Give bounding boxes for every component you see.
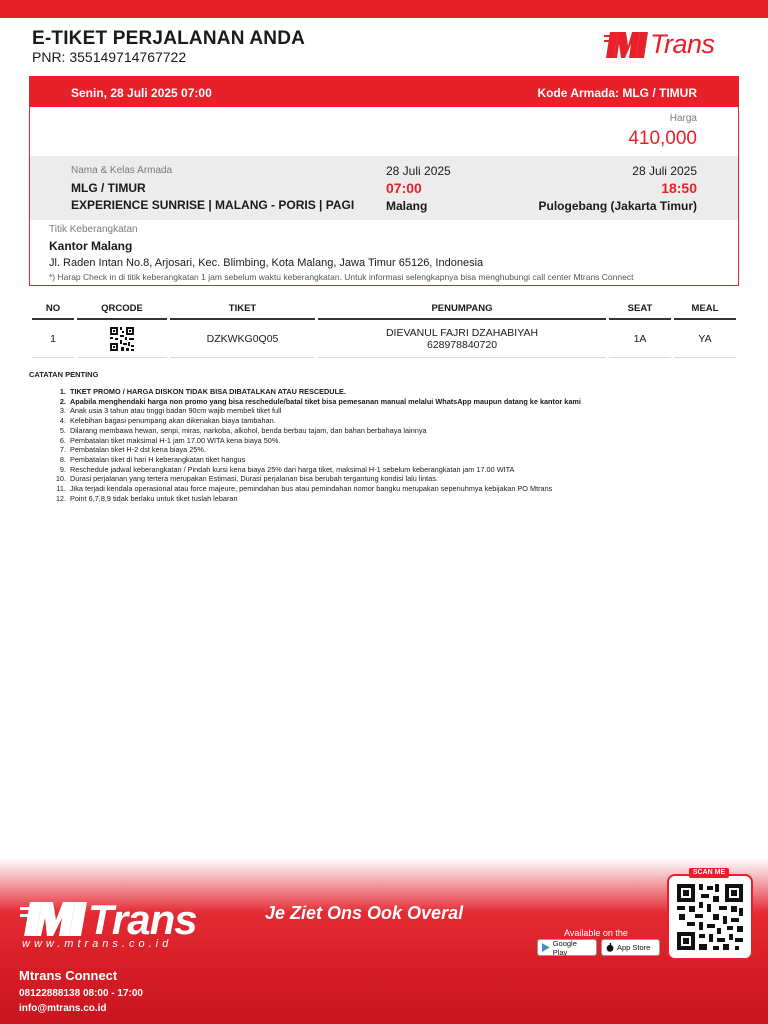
price-value: 410,000 — [628, 128, 697, 149]
column-header-qrcode: QRCODE — [77, 298, 167, 320]
scan-me-badge: SCAN ME — [689, 868, 729, 878]
app-store-badge[interactable] — [601, 939, 660, 956]
app-store-label: App Store — [617, 943, 651, 952]
column-header-seat: SEAT — [609, 298, 671, 320]
service-name: EXPERIENCE SUNRISE | MALANG - PORIS | PAGI — [71, 198, 355, 212]
arrival-time: 18:50 — [661, 180, 697, 196]
note-item: 7. Pembatalan tiket H-2 dst kena biaya 25%. — [68, 445, 708, 455]
logo-wordmark: Trans — [650, 29, 715, 59]
contact-title: Mtrans Connect — [19, 968, 118, 983]
column-header-penumpang: PENUMPANG — [318, 298, 606, 320]
note-item: 5. Dilarang membawa hewan, senpi, miras, narkoba, alkohol, benda berbau tajam, dan bahan berbahaya lainnya — [68, 426, 708, 436]
departure-city: Malang — [386, 199, 428, 213]
google-play-badge[interactable] — [537, 939, 597, 956]
price-label: Harga — [669, 113, 697, 124]
table-header-row — [32, 298, 736, 320]
website-link[interactable]: www.mtrans.co.id — [22, 938, 173, 950]
notes-list — [68, 387, 708, 503]
passenger-phone: 628978840720 — [426, 338, 498, 351]
app-download-qr-code-icon — [675, 882, 745, 952]
row-number: 1 — [32, 320, 74, 358]
ticket-qr-code-icon — [109, 326, 135, 352]
note-item: 6. Pembatalan tiket maksimal H-1 jam 17.00 WITA kena biaya 50%. — [68, 436, 708, 446]
arrival-city: Pulogebang (Jakarta Timur) — [538, 199, 697, 213]
passenger-name: DIEVANUL FAJRI DZAHABIYAH — [385, 326, 539, 339]
ticket-code: DZKWKG0Q05 — [170, 320, 315, 358]
note-item: 3. Anak usia 3 tahun atau tinggi badan 90cm wajib membeli tiket full — [68, 406, 708, 416]
route-code: MLG / TIMUR — [71, 181, 146, 195]
apple-icon — [606, 943, 614, 952]
passenger-cell — [318, 320, 606, 358]
footer-banner — [0, 858, 768, 1024]
departure-point-label: Titik Keberangkatan — [49, 224, 138, 235]
top-accent-bar — [0, 0, 768, 18]
page-title: E-TIKET PERJALANAN ANDA — [32, 28, 306, 49]
note-item: 12. Point 6,7,8,9 tidak berlaku untuk tiket tuslah lebaran — [68, 494, 708, 504]
departure-point-name: Kantor Malang — [49, 239, 133, 253]
departure-time: 07:00 — [386, 180, 422, 196]
passenger-table — [29, 298, 739, 358]
tagline: Je Ziet Ons Ook Overal — [265, 903, 464, 923]
note-item: 8. Pembatalan tiket di hari H keberangkatan tiket hangus — [68, 455, 708, 465]
trip-details — [30, 156, 738, 220]
mtrans-logo — [600, 26, 725, 66]
meal-status: YA — [674, 320, 736, 358]
note-item: 4. Kelebihan bagasi penumpang akan dikenakan biaya tambahan. — [68, 416, 708, 426]
seat-number: 1A — [609, 320, 671, 358]
table-row — [32, 320, 736, 358]
contact-phone: 08122888138 08:00 - 17:00 — [19, 988, 143, 999]
departure-point-address: Jl. Raden Intan No.8, Arjosari, Kec. Blimbing, Kota Malang, Jawa Timur 65126, Indonesia — [49, 257, 484, 269]
departure-date: 28 Juli 2025 — [386, 164, 451, 178]
column-header-no: NO — [32, 298, 74, 320]
mtrans-m-logo-icon — [20, 900, 90, 938]
notes-title: CATATAN PENTING — [29, 370, 99, 379]
note-item: 1. TIKET PROMO / HARGA DISKON TIDAK BISA DIBATALKAN ATAU RESCEDULE. — [68, 387, 708, 397]
app-qr-box — [667, 874, 753, 960]
ticket-qrcode-cell — [77, 320, 167, 358]
google-play-label: Google Play — [552, 938, 577, 957]
available-on-label: Available on the — [564, 928, 628, 938]
note-item: 11. Jika terjadi kendala operasional atau force majeure, pemindahan bus atau pemindahan nomor bangku merupakan sepenuhmya kebijakan PO Mtrans — [68, 484, 708, 494]
ticket-card-header — [30, 77, 738, 107]
note-item: 2. Apabila menghendaki harga non promo yang bisa reschedule/batal tiket bisa pemesanan manual melalui WhatsApp maupun datang ke kantor kami — [68, 397, 708, 407]
contact-email[interactable]: info@mtrans.co.id — [19, 1003, 107, 1014]
column-header-meal: MEAL — [674, 298, 736, 320]
pnr-code: PNR: 355149714767722 — [32, 49, 187, 65]
footer-logo-wordmark: Trans — [88, 896, 197, 943]
departure-datetime: Senin, 28 Juli 2025 07:00 — [71, 86, 212, 100]
note-item: 10. Durasi perjalanan yang tertera merupakan Estimasi, Durasi perjalanan bisa berubah tergantung kondisi lalu lintas. — [68, 474, 708, 484]
ticket-card — [29, 76, 739, 286]
google-play-icon — [542, 943, 550, 952]
column-header-tiket: TIKET — [170, 298, 315, 320]
checkin-note: *) Harap Check in di titik keberangkatan 1 jam sebelum waktu keberangkatan. Untuk informasi selengkapnya bisa menghubungi call center Mtrans Connect — [49, 272, 634, 282]
footer-logo — [20, 896, 197, 953]
kelas-label: Nama & Kelas Armada — [71, 165, 173, 176]
mtrans-m-logo-icon — [604, 30, 650, 60]
arrival-date: 28 Juli 2025 — [632, 164, 697, 178]
note-item: 9. Reschedule jadwal keberangkatan / Pindah kursi kena biaya 25% dari harga tiket, maksimal H-1 sebelum keberangkatan jam 17.00 WITA — [68, 465, 708, 475]
armada-code: Kode Armada: MLG / TIMUR — [537, 86, 697, 100]
